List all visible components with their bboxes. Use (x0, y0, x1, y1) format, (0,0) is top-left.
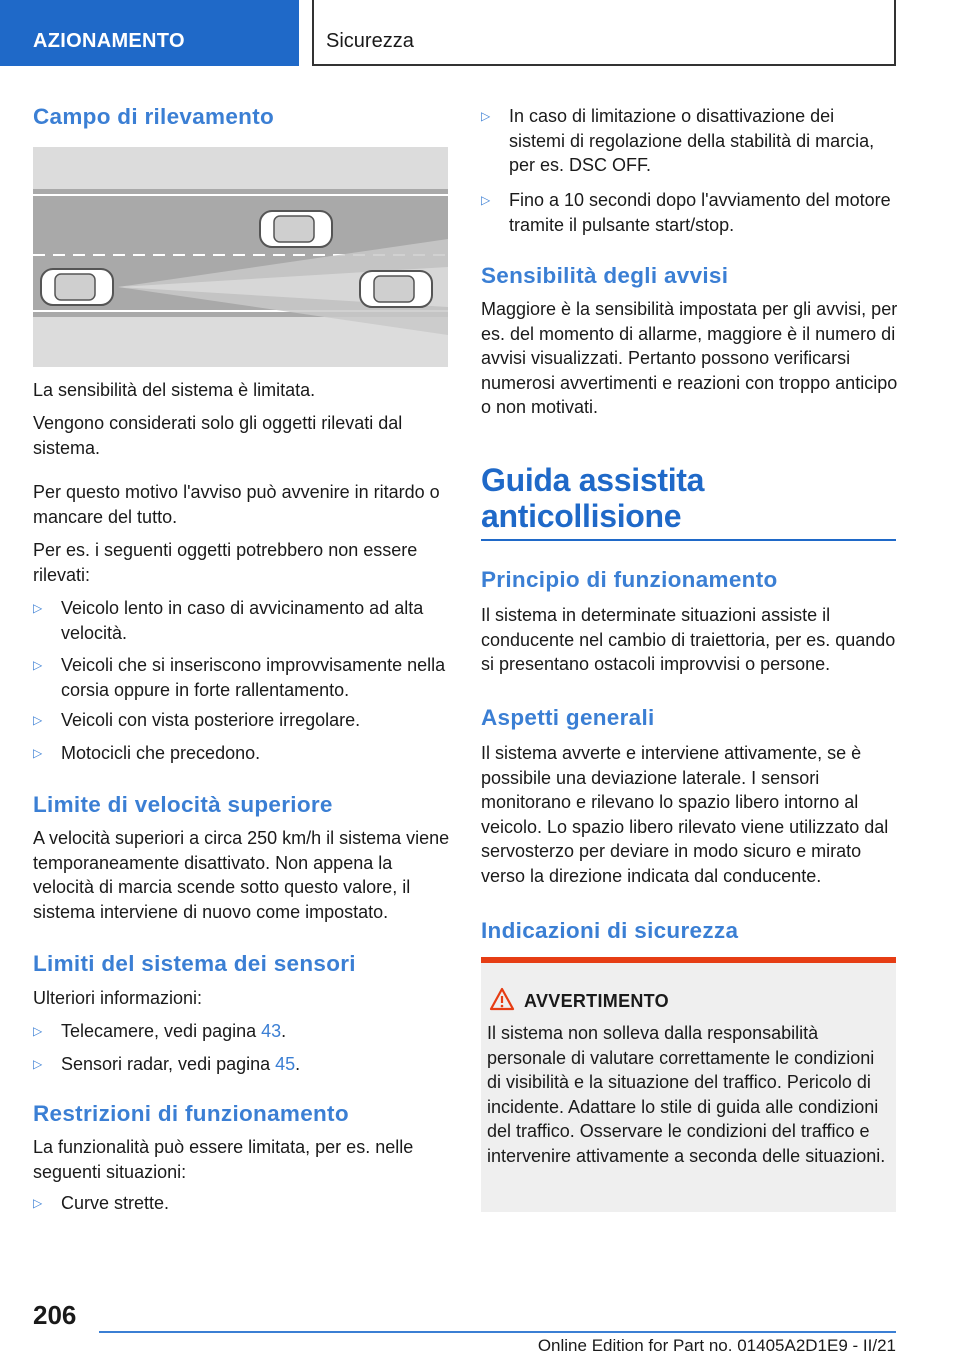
paragraph: Vengono considerati solo gli oggetti rilevati dal sistema. (33, 413, 403, 458)
heading-limite: Limite di velocità superiore (33, 792, 333, 817)
page-number: 206 (33, 1300, 77, 1330)
paragraph: Per es. i seguenti oggetti potrebbero non essere rilevati: (33, 540, 418, 585)
list-item: ▷ Motocicli che precedono. (33, 741, 448, 766)
paragraph: Per questo motivo l'avviso può avvenire in ritardo o mancare del tutto. (33, 482, 440, 527)
bullet-triangle-icon: ▷ (481, 109, 491, 123)
paragraph: La sensibilità del sistema è limitata. (33, 380, 316, 400)
footer-rule (99, 1331, 896, 1333)
chapter-heading: Guida assistita anticollisione (481, 462, 705, 534)
chapter-title: AZIONAMENTO (33, 30, 185, 52)
list-item: ▷ Veicoli che si inseriscono improvvisamente nella corsia oppure in forte rallentamento. (33, 655, 446, 700)
list-item: ▷ In caso di limitazione o disattivazione dei sistemi di regolazione della stabilità di marcia, per es. DSC OFF. (481, 106, 875, 175)
warning-triangle-icon (489, 987, 515, 1011)
page-link[interactable]: 43 (261, 1021, 282, 1041)
heading-rule (481, 539, 896, 541)
bullet-triangle-icon: ▷ (33, 1196, 43, 1210)
heading-sensori: Limiti del sistema dei sensori (33, 951, 356, 976)
bullet-triangle-icon: ▷ (33, 1057, 43, 1071)
car-rear-left (41, 269, 113, 305)
heading-restrizioni: Restrizioni di funzionamento (33, 1101, 349, 1126)
paragraph: La funzionalità può essere limitata, per es. nelle seguenti situazioni: (33, 1137, 414, 1182)
paragraph: Ulteriori informazioni: (33, 988, 203, 1008)
list-item: ▷ Telecamere, vedi pagina 43. (33, 1019, 448, 1044)
footer-edition: Online Edition for Part no. 01405A2D1E9 - II/21 (537, 1336, 896, 1355)
warning-title: AVVERTIMENTO (524, 991, 669, 1011)
list-item: ▷ Veicoli con vista posteriore irregolare. (33, 708, 448, 733)
car-adjacent-lane (260, 211, 332, 247)
detection-range-illustration (33, 147, 448, 367)
list-item: ▷ Curve strette. (33, 1191, 448, 1216)
heading-principio: Principio di funzionamento (481, 567, 778, 592)
heading-aspetti: Aspetti generali (481, 705, 655, 730)
warning-box (481, 957, 896, 1212)
chapter-tab (0, 0, 299, 66)
heading-indicazioni: Indicazioni di sicurezza (481, 918, 739, 943)
list-item: ▷ Fino a 10 secondi dopo l'avviamento del motore tramite il pulsante start/stop. (481, 190, 891, 235)
paragraph: Il sistema avverte e interviene attivamente, se è possibile una deviazione laterale. I sensori monitorano e rilevano lo spazio libero intorno al veicolo. Lo spazio libero rilevato viene utilizzato dal servosterzo per deviare in modo sicuro e mirato verso la direzione indicata dal conducente. (481, 743, 889, 886)
section-tab (312, 0, 896, 66)
paragraph: A velocità superiori a circa 250 km/h il sistema viene temporaneamente disattivato. Non appena la velocità di marcia scende sotto questo valore, il sistema interviene di nuovo come impostato. (33, 828, 450, 922)
paragraph: Il sistema in determinate situazioni assiste il conducente nel cambio di traiettoria, per es. quando si presentano ostacoli improvvisi o persone. (481, 605, 896, 674)
paragraph: Maggiore è la sensibilità impostata per gli avvisi, per es. del momento di allarme, maggiore è il numero di avvisi visualizzati. Pertanto possono verificarsi numerosi avvertimenti e reazioni con troppo anticipo o non motivati. (481, 299, 898, 417)
heading-sensibilita: Sensibilità degli avvisi (481, 263, 729, 288)
bullet-triangle-icon: ▷ (33, 1024, 43, 1038)
page-link[interactable]: 45 (275, 1054, 296, 1074)
section-title: Sicurezza (326, 30, 414, 52)
heading-campo: Campo di rilevamento (33, 104, 275, 129)
bullet-triangle-icon: ▷ (33, 713, 43, 727)
warning-text: Il sistema non solleva dalla responsabilità personale di valutare correttamente le condizioni di visibilità e la situazione del traffico. Pericolo di incidente. Adattare lo stile di guida alle condizioni del traffico. Osservare le condizioni del traffico e intervenire attivamente a seconda delle situazioni. (487, 1023, 886, 1166)
bullet-triangle-icon: ▷ (33, 658, 43, 672)
list-item: ▷ Veicolo lento in caso di avvicinamento ad alta velocità. (33, 598, 424, 643)
detection-range-figure (33, 147, 448, 367)
car-front-right (360, 271, 432, 307)
bullet-triangle-icon: ▷ (481, 193, 491, 207)
bullet-triangle-icon: ▷ (33, 601, 43, 615)
bullet-triangle-icon: ▷ (33, 746, 43, 760)
list-item: ▷ Sensori radar, vedi pagina 45. (33, 1052, 448, 1077)
